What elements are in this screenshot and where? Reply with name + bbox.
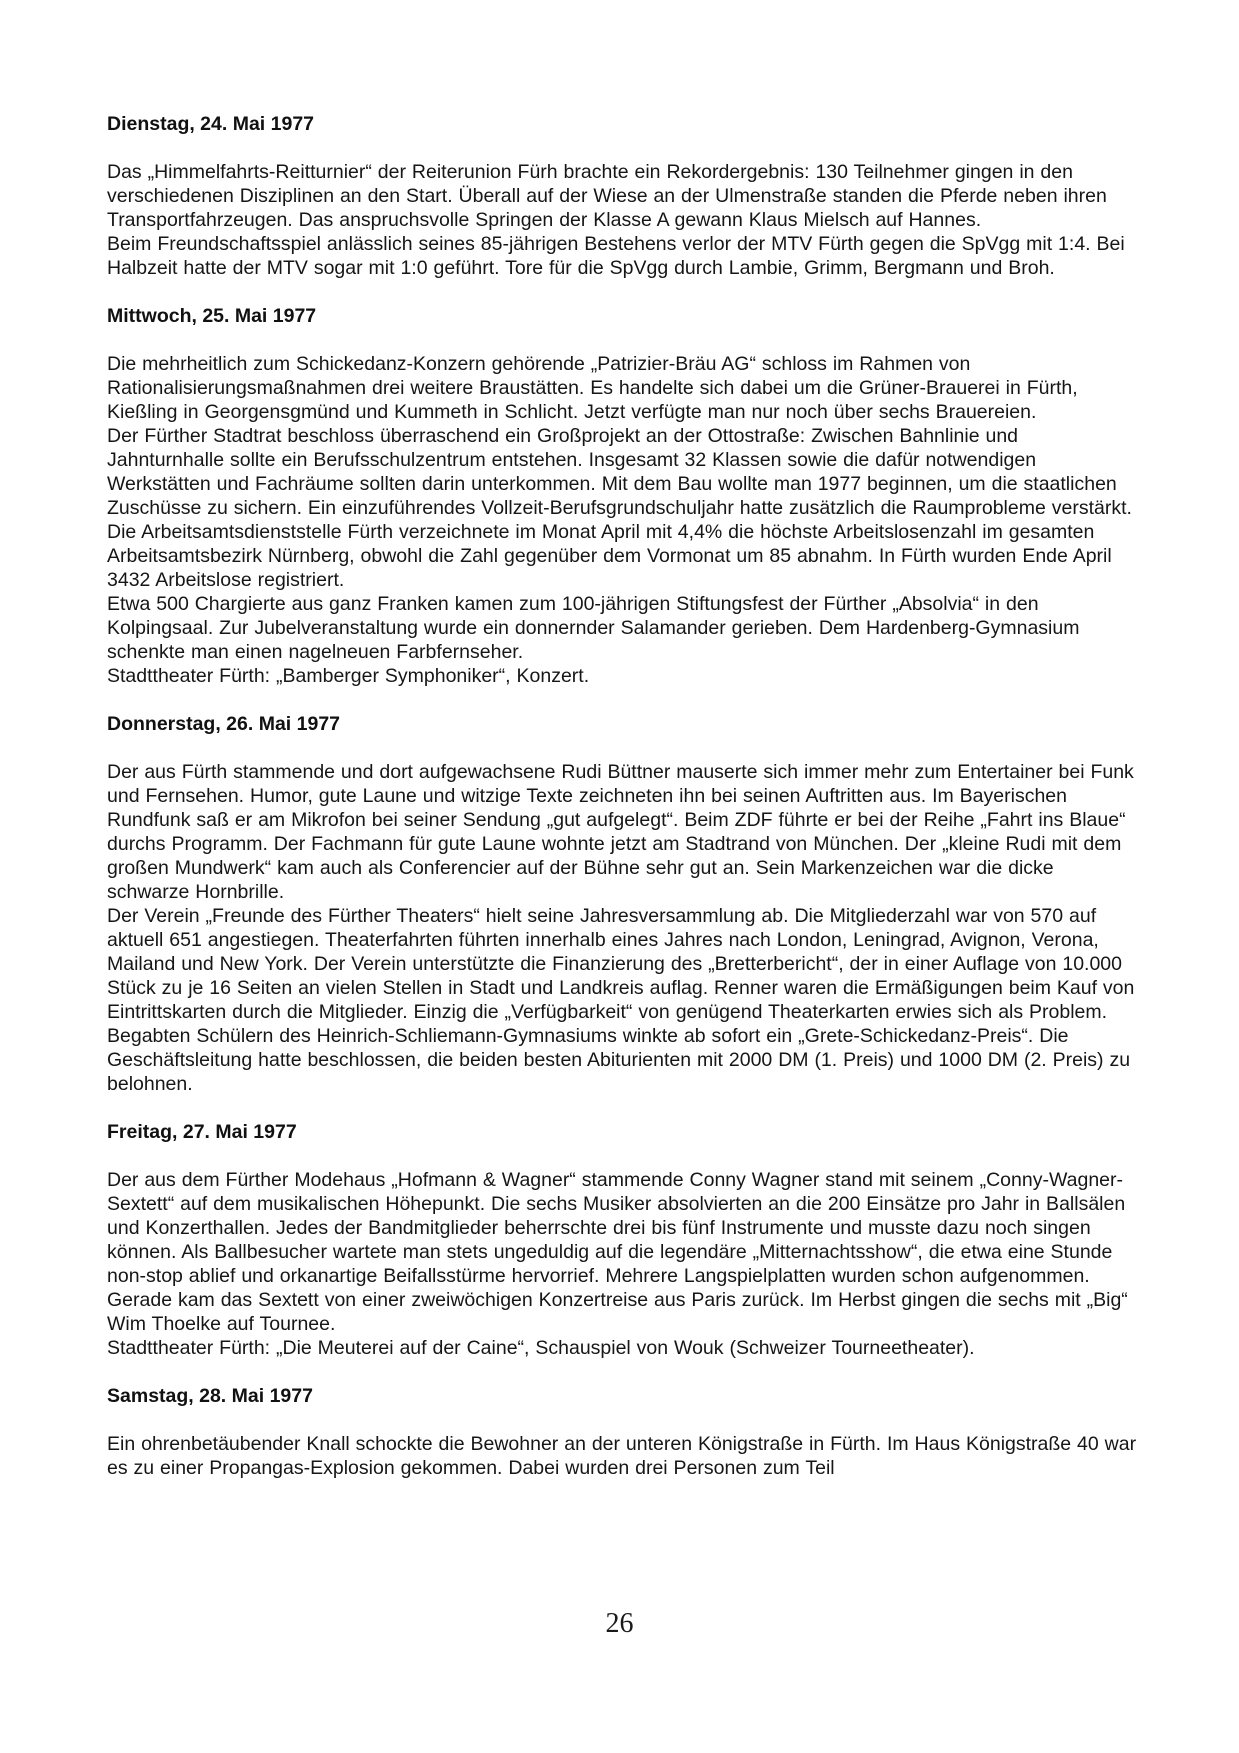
chronicle-day-section	[107, 1384, 1139, 1480]
paragraph: Beim Freundschaftsspiel anlässlich seines 85-jährigen Bestehens verlor der MTV Fürth gegen die SpVgg mit 1:4. Bei Halbzeit hatte der MTV sogar mit 1:0 geführt. Tore für die SpVgg durch Lambie, Grimm, Bergmann und Broh.	[107, 233, 1125, 279]
section-heading: Mittwoch, 25. Mai 1977	[107, 305, 317, 327]
paragraph: Stadttheater Fürth: „Die Meuterei auf der Caine“, Schauspiel von Wouk (Schweizer Tourneetheater).	[107, 1337, 975, 1359]
chronicle-day-section	[107, 304, 1139, 688]
section-heading: Freitag, 27. Mai 1977	[107, 1121, 297, 1143]
paragraph: Etwa 500 Chargierte aus ganz Franken kamen zum 100-jährigen Stiftungsfest der Fürther „Absolvia“ in den Kolpingsaal. Zur Jubelveranstaltung wurde ein donnernder Salamander gerieben. Dem Hardenberg-Gymnasium schenkte man einen nagelneuen Farbfernseher.	[107, 593, 1080, 663]
paragraph: Der Fürther Stadtrat beschloss überraschend ein Großprojekt an der Ottostraße: Zwischen Bahnlinie und Jahnturnhalle sollte ein Berufsschulzentrum entstehen. Insgesamt 32 Klassen sowie die dafür notwendigen Werkstätten und Fachräume sollten darin unterkommen. Mit dem Bau wollte man 1977 beginnen, um die staatlichen Zuschüsse zu sichern. Ein einzuführendes Vollzeit-Berufsgrundschuljahr hatte zusätzlich die Raumprobleme verstärkt.	[107, 425, 1132, 519]
page-number: 26	[605, 1608, 634, 1639]
chronicle-day-section	[107, 712, 1139, 1096]
paragraph: Die mehrheitlich zum Schickedanz-Konzern gehörende „Patrizier-Bräu AG“ schloss im Rahmen von Rationalisierungsmaßnahmen drei weitere Braustätten. Es handelte sich dabei um die Grüner-Brauerei in Fürth, Kießling in Georgensgmünd und Kummeth in Schlicht. Jetzt verfügte man nur noch über sechs Brauereien.	[107, 353, 1078, 423]
paragraph: Der aus dem Fürther Modehaus „Hofmann & Wagner“ stammende Conny Wagner stand mit seinem „Conny-Wagner-Sextett“ auf dem musikalischen Höhepunkt. Die sechs Musiker absolvierten an die 200 Einsätze pro Jahr in Ballsälen und Konzerthallen. Jedes der Bandmitglieder beherrschte drei bis fünf Instrumente und musste dazu noch singen können. Als Ballbesucher wartete man stets ungeduldig auf die legendäre „Mitternachtsshow“, die etwa eine Stunde non-stop ablief und orkanartige Beifallsstürme hervorrief. Mehrere Langspielplatten wurden schon aufgenommen. Gerade kam das Sextett von einer zweiwöchigen Konzertreise aus Paris zurück. Im Herbst gingen die sechs mit „Big“ Wim Thoelke auf Tournee.	[107, 1169, 1128, 1335]
paragraph: Der Verein „Freunde des Fürther Theaters“ hielt seine Jahresversammlung ab. Die Mitgliederzahl war von 570 auf aktuell 651 angestiegen. Theaterfahrten führten innerhalb eines Jahres nach London, Leningrad, Avignon, Verona, Mailand und New York. Der Verein unterstützte die Finanzierung des „Bretterbericht“, der in einer Auflage von 10.000 Stück zu je 16 Seiten an vielen Stellen in Stadt und Landkreis auflag. Renner waren die Ermäßigungen beim Kauf von Eintrittskarten durch die Mitglieder. Einzig die „Verfügbarkeit“ von genügend Theaterkarten erwies sich als Problem.	[107, 905, 1135, 1023]
document-body	[107, 112, 1139, 1480]
paragraph: Begabten Schülern des Heinrich-Schliemann-Gymnasiums winkte ab sofort ein „Grete-Schickedanz-Preis“. Die Geschäftsleitung hatte beschlossen, die beiden besten Abiturienten mit 2000 DM (1. Preis) und 1000 DM (2. Preis) zu belohnen.	[107, 1025, 1131, 1095]
paragraph: Das „Himmelfahrts-Reitturnier“ der Reiterunion Fürh brachte ein Rekordergebnis: 130 Teilnehmer gingen in den verschiedenen Disziplinen an den Start. Überall auf der Wiese an der Ulmenstraße standen die Pferde neben ihren Transportfahrzeugen. Das anspruchsvolle Springen der Klasse A gewann Klaus Mielsch auf Hannes.	[107, 161, 1107, 231]
paragraph: Ein ohrenbetäubender Knall schockte die Bewohner an der unteren Königstraße in Fürth. Im Haus Königstraße 40 war es zu einer Propangas-Explosion gekommen. Dabei wurden drei Personen zum Teil	[107, 1433, 1137, 1479]
section-heading: Samstag, 28. Mai 1977	[107, 1385, 313, 1407]
chronicle-day-section	[107, 112, 1139, 280]
paragraph: Die Arbeitsamtsdienststelle Fürth verzeichnete im Monat April mit 4,4% die höchste Arbeitslosenzahl im gesamten Arbeitsamtsbezirk Nürnberg, obwohl die Zahl gegenüber dem Vormonat um 85 abnahm. In Fürth wurden Ende April 3432 Arbeitslose registriert.	[107, 521, 1112, 591]
chronicle-day-section	[107, 1120, 1139, 1360]
section-heading: Donnerstag, 26. Mai 1977	[107, 713, 341, 735]
paragraph: Stadttheater Fürth: „Bamberger Symphoniker“, Konzert.	[107, 665, 590, 687]
section-heading: Dienstag, 24. Mai 1977	[107, 113, 315, 135]
paragraph: Der aus Fürth stammende und dort aufgewachsene Rudi Büttner mauserte sich immer mehr zum Entertainer bei Funk und Fernsehen. Humor, gute Laune und witzige Texte zeichneten ihn bei seinen Auftritten aus. Im Bayerischen Rundfunk saß er am Mikrofon bei seiner Sendung „gut aufgelegt“. Beim ZDF führte er bei der Reihe „Fahrt ins Blaue“ durchs Programm. Der Fachmann für gute Laune wohnte jetzt am Stadtrand von München. Der „kleine Rudi mit dem großen Mundwerk“ kam auch als Conferencier auf der Bühne sehr gut an. Sein Markenzeichen war die dicke schwarze Hornbrille.	[107, 761, 1134, 903]
